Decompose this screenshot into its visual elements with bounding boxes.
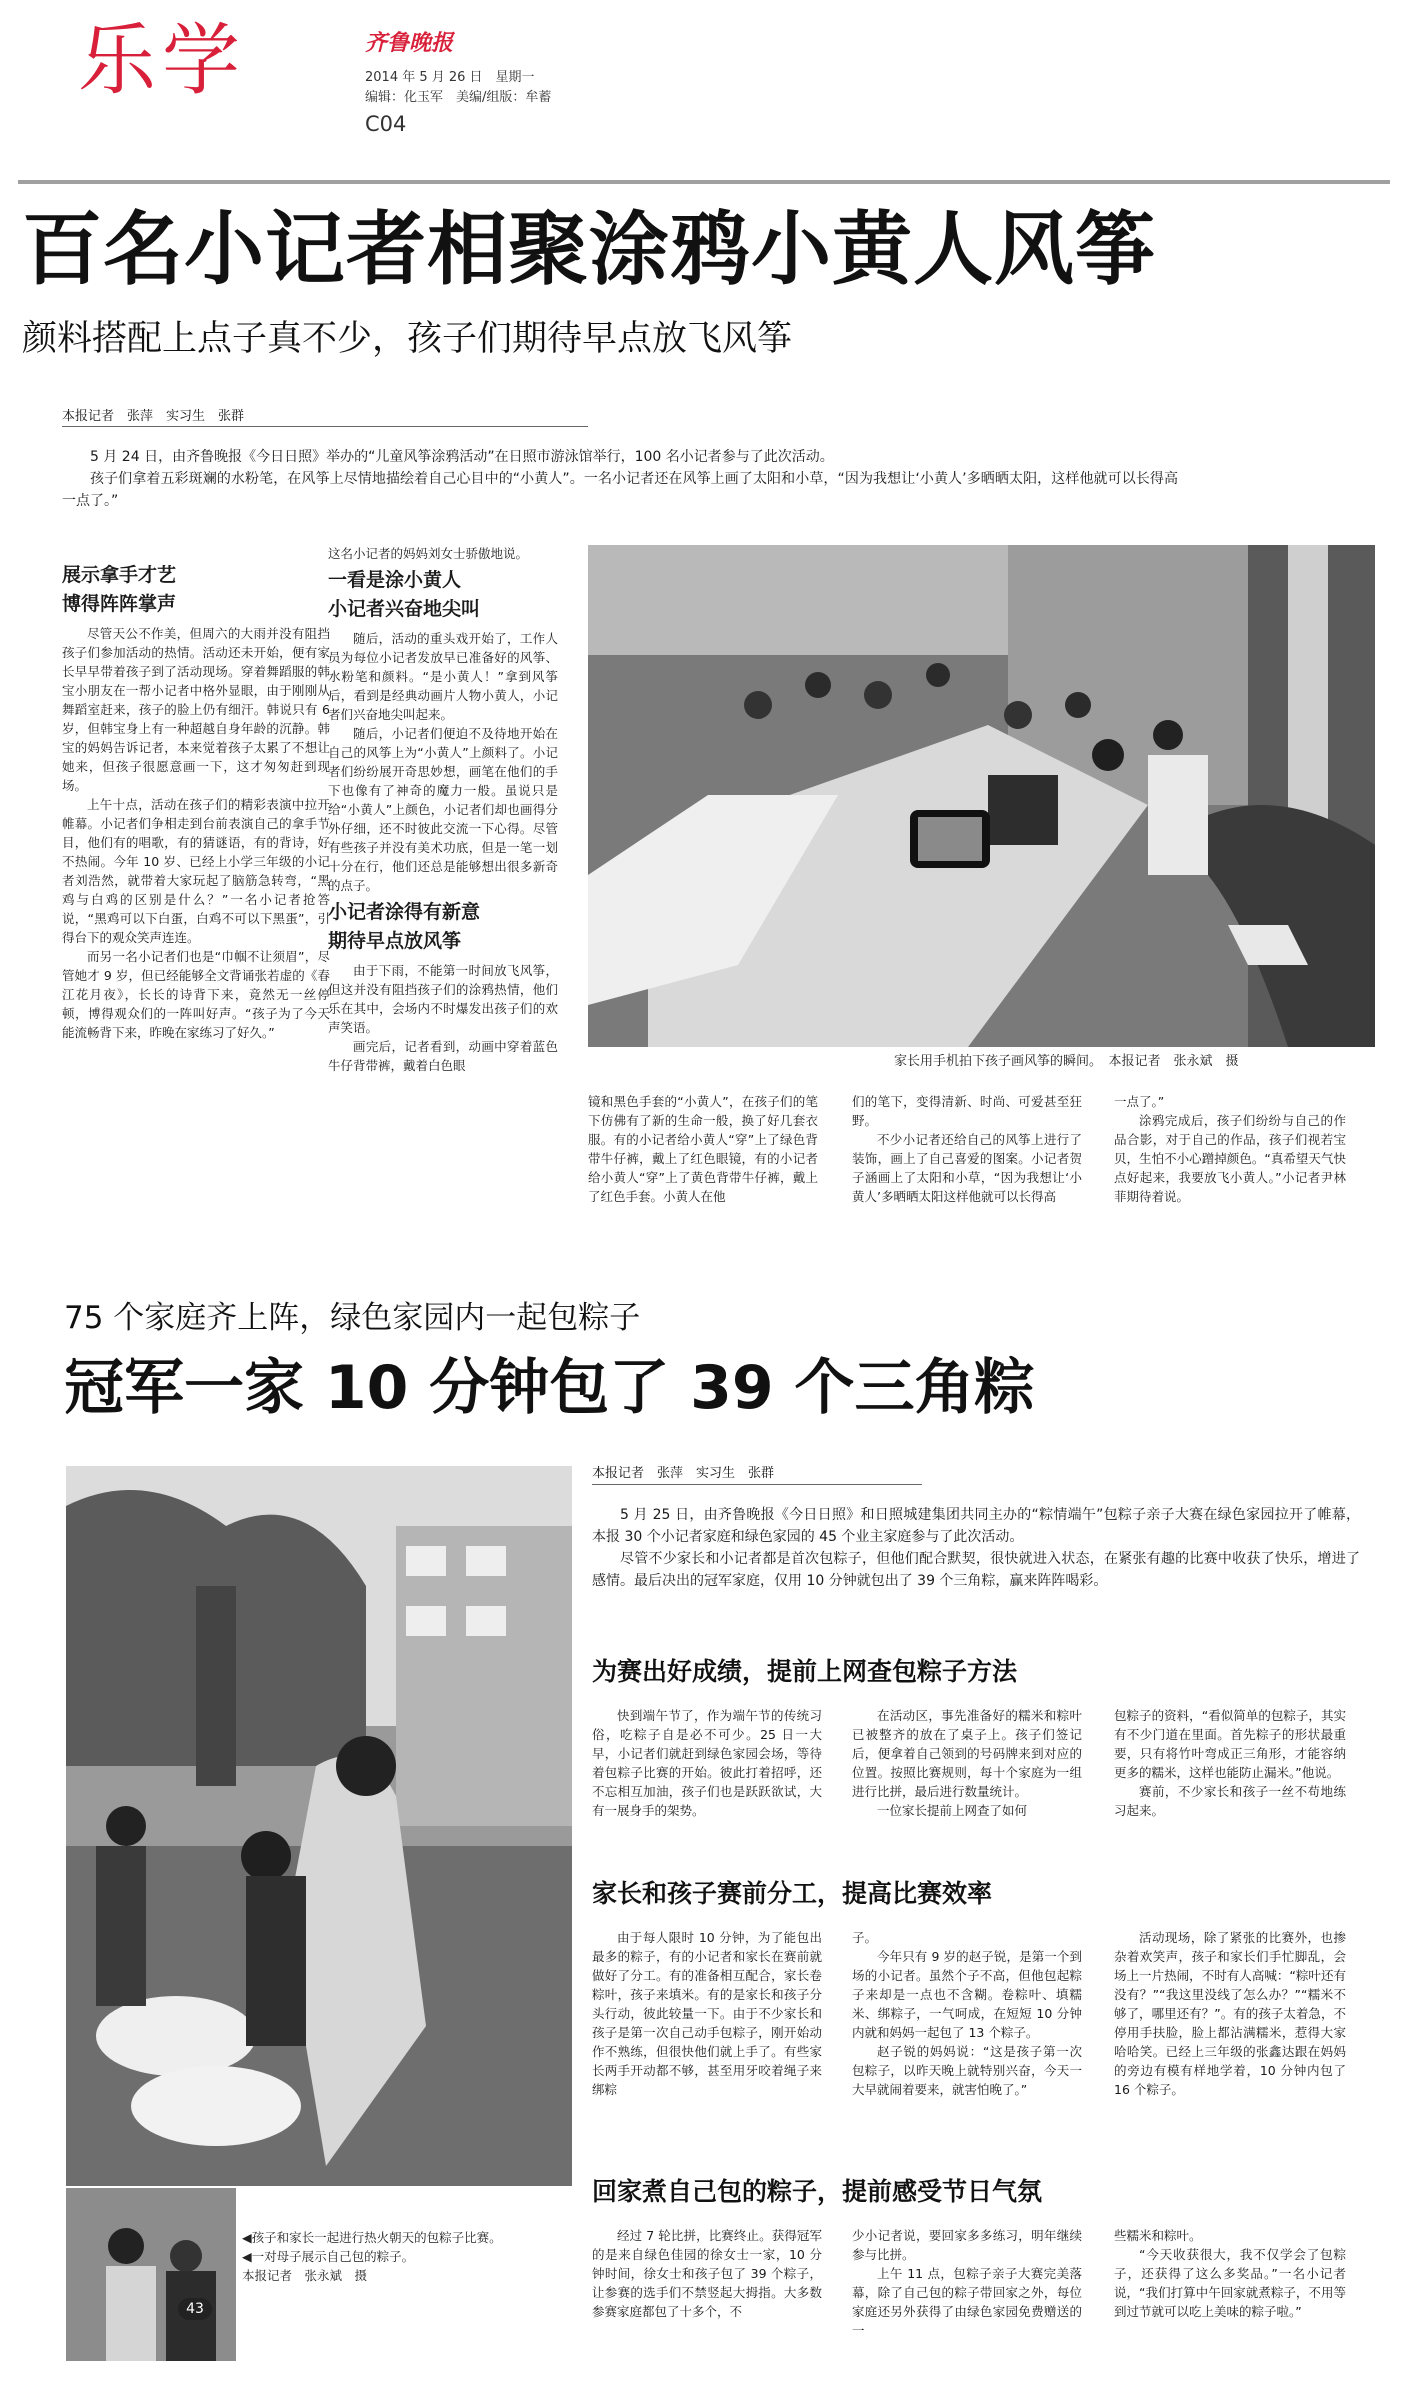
sec1-column-1 bbox=[592, 1706, 822, 1820]
body-paragraph: 随后，小记者们便迫不及待地开始在自己的风筝上为“小黄人”上颜料了。小记者们纷纷展开奇思妙想，画笔在他们的手下也像有了神奇的魔力一般。虽说只是给“小黄人”上颜色，小记者们却也画得分外仔细，还不时彼此交流一下心得。尽管有些孩子并没有美术功底，但是一笔一划十分在行，他们还总是能够想出很多新奇的点子。 bbox=[328, 726, 558, 893]
body-paragraph: 今年只有 9 岁的赵子锐，是第一个到场的小记者。虽然个子不高，但他包起粽子来却是一点也不含糊。卷粽叶、填糯米、绑粽子，一气呵成，在短短 10 分钟内就和妈妈一起包了 13 个粽子。 bbox=[852, 1949, 1082, 2040]
story2-kicker: 75 个家庭齐上阵，绿色家园内一起包粽子 bbox=[64, 1300, 641, 1336]
date-line: 2014 年 5 月 26 日 星期一 bbox=[365, 70, 535, 85]
sec3-column-2 bbox=[852, 2226, 1082, 2340]
story1-column-3 bbox=[588, 1092, 818, 1206]
byline-rule bbox=[62, 426, 588, 427]
body-paragraph: “今天收获很大，我不仅学会了包粽子，还获得了这么多奖品。”一名小记者说，“我们打算中午回家就煮粽子，不用等到过节就可以吃上美味的粽子啦。” bbox=[1114, 2247, 1346, 2319]
contest-number-badge: 43 bbox=[178, 2298, 212, 2320]
sec2-column-3 bbox=[1114, 1928, 1346, 2099]
lead-paragraph: 尽管不少家长和小记者都是首次包粽子，但他们配合默契，很快就进入状态，在紧张有趣的比赛中收获了快乐，增进了感情。最后决出的冠军家庭，仅用 10 分钟就包出了 39 个三角粽，赢来阵阵喝彩。 bbox=[592, 1551, 1360, 1589]
story1-column-5 bbox=[1114, 1092, 1346, 1206]
story1-column-1 bbox=[62, 558, 330, 1042]
lead-paragraph: 5 月 25 日，由齐鲁晚报《今日日照》和日照城建集团共同主办的“粽情端午”包粽子亲子大赛在绿色家园拉开了帷幕，本报 30 个小记者家庭和绿色家园的 45 个业主家庭参与了此次活动。 bbox=[592, 1507, 1360, 1545]
section-title: 乐学 bbox=[78, 16, 247, 106]
story2-section-3-heading: 回家煮自己包的粽子，提前感受节日气氛 bbox=[592, 2177, 1043, 2206]
body-paragraph: 一点了。” bbox=[1114, 1094, 1165, 1109]
zongzi-photo-caption bbox=[242, 2228, 564, 2285]
story1-byline: 本报记者 张萍 实习生 张群 bbox=[62, 409, 245, 424]
story1-headline: 百名小记者相聚涂鸦小黄人风筝 bbox=[22, 203, 1156, 296]
story2-lead bbox=[592, 1504, 1360, 1592]
body-paragraph: 经过 7 轮比拼，比赛终止。获得冠军的是来自绿色佳园的徐女士一家，10 分钟时间，徐女士和孩子包了 39 个粽子，让参赛的选手们不禁竖起大拇指。大多数参赛家庭都包了十多个，不 bbox=[592, 2228, 822, 2319]
body-paragraph: 随后，活动的重头戏开始了，工作人员为每位小记者发放早已准备好的风筝、水粉笔和颜料。“是小黄人！”拿到风筝后，看到是经典动画片人物小黄人，小记者们兴奋地尖叫起来。 bbox=[328, 631, 558, 722]
body-paragraph: 由于下雨，不能第一时间放飞风筝，但这并没有阻挡孩子们的涂鸦热情，他们乐在其中，会场内不时爆发出孩子们的欢声笑语。 bbox=[328, 963, 558, 1035]
section-heading: 小记者涂得有新意 bbox=[328, 901, 481, 923]
body-paragraph: 这名小记者的妈妈刘女士骄傲地说。 bbox=[328, 546, 529, 561]
kite-photo-caption: 家长用手机拍下孩子画风筝的瞬间。 本报记者 张永斌 摄 bbox=[894, 1054, 1239, 1069]
body-paragraph: 涂鸦完成后，孩子们纷纷与自己的作品合影，对于自己的作品，孩子们视若宝贝，生怕不小心蹭掉颜色。“真希望天气快点好起来，我要放飞小黄人。”小记者尹林菲期待着说。 bbox=[1114, 1113, 1346, 1204]
newspaper-logo: 齐鲁晚报 bbox=[365, 30, 454, 56]
sec3-column-3 bbox=[1114, 2226, 1346, 2321]
section-heading: 期待早点放风筝 bbox=[328, 930, 462, 952]
section-heading: 展示拿手才艺 bbox=[62, 564, 177, 586]
story2-headline: 冠军一家 10 分钟包了 39 个三角粽 bbox=[64, 1353, 1035, 1423]
body-paragraph: 些糯米和粽叶。 bbox=[1114, 2228, 1202, 2243]
body-paragraph: 由于每人限时 10 分钟，为了能包出最多的粽子，有的小记者和家长在赛前就做好了分工。有的准备相互配合，家长卷粽叶，孩子来填米。有的是家长和孩子分头行动，彼此较量一下。由于不少家长和孩子是第一次自己动手包粽子，刚开始动作不熟练，但很快他们就上手了。有些家长两手开动都不够，甚至用牙咬着绳子来绑粽 bbox=[592, 1930, 822, 2097]
zongzi-contest-photo bbox=[66, 1466, 572, 2361]
body-paragraph: 在活动区，事先准备好的糯米和粽叶已被整齐的放在了桌子上。孩子们签记后，便拿着自己领到的号码牌来到对应的位置。按照比赛规则，每十个家庭为一组进行比拼，最后进行数量统计。 bbox=[852, 1708, 1082, 1799]
lead-paragraph: 孩子们拿着五彩斑斓的水粉笔，在风筝上尽情地描绘着自己心目中的“小黄人”。一名小记者还在风筝上画了太阳和小草，“因为我想让‘小黄人’多晒晒太阳，这样他就可以长得高一点了。” bbox=[62, 471, 1178, 509]
story2-section-2-heading: 家长和孩子赛前分工，提高比赛效率 bbox=[592, 1879, 993, 1908]
sec3-column-1 bbox=[592, 2226, 822, 2321]
page-number: C04 bbox=[365, 112, 407, 136]
body-paragraph: 活动现场，除了紧张的比赛外，也掺杂着欢笑声，孩子和家长们手忙脚乱，会场上一片热闹，不时有人高喊：“粽叶还有没有？”“我这里没线了怎么办？”“糯米不够了，哪里还有？”。有的孩子太着急，不停用手扶脸，脸上都沾满糯米，惹得大家哈哈笑。已经上三年级的张鑫达跟在妈妈的旁边有模有样地学着，10 分钟内包了 16 个粽子。 bbox=[1114, 1930, 1346, 2097]
editors-line: 编辑：化玉军 美编/组版：牟蓄 bbox=[365, 90, 552, 105]
story1-subhead: 颜料搭配上点子真不少，孩子们期待早点放飞风筝 bbox=[22, 319, 793, 359]
body-paragraph: 快到端午节了，作为端午节的传统习俗，吃粽子自是必不可少。25 日一大早，小记者们就赶到绿色家园会场，等待着包粽子比赛的开始。彼此打着招呼，还不忘相互加油，孩子们也是跃跃欲试，大有一展身手的架势。 bbox=[592, 1708, 822, 1818]
lead-paragraph: 5 月 24 日，由齐鲁晚报《今日日照》举办的“儿童风筝涂鸦活动”在日照市游泳馆举行，100 名小记者参与了此次活动。 bbox=[90, 449, 834, 465]
kite-painting-photo bbox=[588, 545, 1375, 1047]
byline-rule bbox=[592, 1484, 922, 1485]
body-paragraph: 赵子锐的妈妈说：“这是孩子第一次包粽子，以昨天晚上就特别兴奋，今天一大早就闹着要来，就害怕晚了。” bbox=[852, 2044, 1082, 2097]
body-paragraph: 们的笔下，变得清新、时尚、可爱甚至狂野。 bbox=[852, 1094, 1082, 1128]
caption-line: 本报记者 张永斌 摄 bbox=[242, 2268, 368, 2283]
body-paragraph: 而另一名小记者们也是“巾帼不让须眉”，尽管她才 9 岁，但已经能够全文背诵张若虚的《春江花月夜》，长长的诗背下来，竟然无一丝停顿，博得观众们的一阵叫好声。“孩子为了今天能流畅背下来，昨晚在家练习了好久。” bbox=[62, 949, 330, 1040]
sec2-column-2 bbox=[852, 1928, 1082, 2099]
story2-section-1-heading: 为赛出好成绩，提前上网查包粽子方法 bbox=[592, 1657, 1018, 1686]
caption-line: ◀孩子和家长一起进行热火朝天的包粽子比赛。 bbox=[242, 2230, 502, 2245]
story1-lead bbox=[62, 446, 1178, 512]
section-heading: 小记者兴奋地尖叫 bbox=[328, 598, 481, 620]
body-paragraph: 赛前，不少家长和孩子一丝不苟地练习起来。 bbox=[1114, 1784, 1346, 1818]
body-paragraph: 包粽子的资料，“看似简单的包粽子，其实有不少门道在里面。首先粽子的形状最重要，只有将竹叶弯成正三角形，才能容纳更多的糯米，这样也能防止漏米。”他说。 bbox=[1114, 1708, 1346, 1780]
story1-column-2 bbox=[328, 544, 558, 1075]
section-heading: 一看是涂小黄人 bbox=[328, 569, 462, 591]
body-paragraph: 一位家长提前上网查了如何 bbox=[877, 1803, 1028, 1818]
story1-column-4 bbox=[852, 1092, 1082, 1206]
photo-illustration bbox=[588, 545, 1375, 1047]
story2-byline: 本报记者 张萍 实习生 张群 bbox=[592, 1466, 775, 1481]
section-heading: 博得阵阵掌声 bbox=[62, 593, 177, 615]
sec1-column-2 bbox=[852, 1706, 1082, 1820]
body-paragraph: 尽管天公不作美，但周六的大雨并没有阻挡孩子们参加活动的热情。活动还未开始，便有家长早早带着孩子到了活动现场。穿着舞蹈服的韩宝小朋友在一帮小记者中格外显眼，由于刚刚从舞蹈室赶来，孩子的脸上仍有细汗。韩说只有 6 岁，但韩宝身上有一种超越自身年龄的沉静。韩宝的妈妈告诉记者，本来觉着孩子太累了不想让她来，但孩子很愿意画一下，这才匆匆赶到现场。 bbox=[62, 626, 330, 793]
body-paragraph: 少小记者说，要回家多多练习，明年继续参与比拼。 bbox=[852, 2228, 1082, 2262]
photo-illustration bbox=[66, 1466, 572, 2361]
body-paragraph: 镜和黑色手套的“小黄人”，在孩子们的笔下仿佛有了新的生命一般，换了好几套衣服。有的小记者给小黄人“穿”上了绿色背带牛仔裤，戴上了红色眼镜，有的小记者给小黄人“穿”上了黄色背带牛仔裤，戴上了红色手套。小黄人在他 bbox=[588, 1094, 818, 1204]
body-paragraph: 上午 11 点，包粽子亲子大赛完美落幕，除了自己包的粽子带回家之外，每位家庭还另外获得了由绿色家园免费赠送的一 bbox=[852, 2266, 1082, 2338]
masthead-rule bbox=[18, 180, 1390, 184]
caption-line: ◀一对母子展示自己包的粽子。 bbox=[242, 2249, 415, 2264]
body-paragraph: 子。 bbox=[852, 1930, 878, 1945]
sec1-column-3 bbox=[1114, 1706, 1346, 1820]
sec2-column-1 bbox=[592, 1928, 822, 2099]
body-paragraph: 不少小记者还给自己的风筝上进行了装饰，画上了自己喜爱的图案。小记者贺子涵画上了太阳和小草，“因为我想让‘小黄人’多晒晒太阳这样他就可以长得高 bbox=[852, 1132, 1082, 1204]
body-paragraph: 画完后，记者看到，动画中穿着蓝色牛仔背带裤，戴着白色眼 bbox=[328, 1039, 558, 1073]
body-paragraph: 上午十点，活动在孩子们的精彩表演中拉开帷幕。小记者们争相走到台前表演自己的拿手节目，他们有的唱歌，有的猜谜语，有的背诗，好不热闹。今年 10 岁、已经上小学三年级的小记者刘浩然，就带着大家玩起了脑筋急转弯，“黑鸡与白鸡的区别是什么？”一名小记者抢答说，“黑鸡可以下白蛋，白鸡不可以下黑蛋”，引得台下的观众笑声连连。 bbox=[62, 797, 330, 945]
